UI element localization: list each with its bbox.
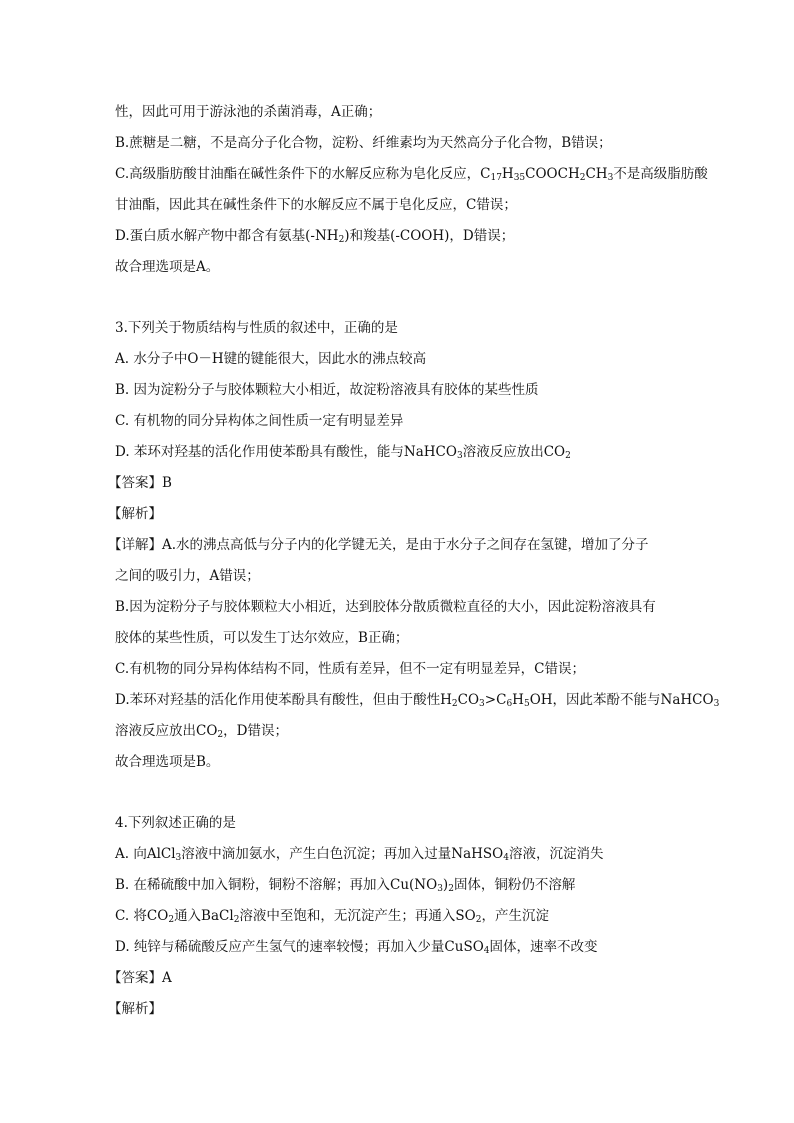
text: 【解析】 [108, 1001, 162, 1017]
text: B.蔗糖是二糖，不是高分子化合物，淀粉、纤维素均为天然高分子化合物，B错误； [115, 135, 612, 151]
text: 通入BaCl [174, 908, 234, 924]
q3-option-b [115, 380, 685, 400]
text: D.苯环对羟基的活化作用使苯酚具有酸性，但由于酸性H [115, 692, 452, 708]
text: 3.下列关于物质结构与性质的叙述中，正确的是 [115, 320, 398, 336]
q4-option-c [115, 906, 685, 926]
text: CH [585, 166, 608, 182]
q2-conclusion [115, 257, 685, 277]
text: H [501, 166, 514, 182]
text: 【解析】 [108, 506, 162, 522]
subscript: 3 [175, 853, 182, 863]
text: >C [484, 692, 507, 708]
subscript: 3 [456, 451, 463, 461]
text: 固体，速率不改变 [489, 939, 598, 955]
q4-option-d [115, 937, 685, 957]
subscript: 3 [607, 173, 614, 183]
q3-explain-line-1 [108, 535, 688, 555]
text: 甘油酯，因此其在碱性条件下的水解反应不属于皂化反应，C错误； [115, 197, 517, 213]
text: C.有机物的同分异构体结构不同，性质有差异，但不一定有明显差异，C错误； [115, 661, 585, 677]
text: ) [442, 877, 449, 893]
subscript: 2 [451, 699, 458, 709]
subscript: 4 [503, 853, 509, 863]
q4-analysis-label [108, 999, 678, 1019]
text: B. 在稀硫酸中加入铜粉，铜粉不溶解；再加入Cu(NO [115, 877, 438, 893]
q3-explain-line-7 [115, 721, 685, 741]
q3-explain-line-5 [115, 659, 685, 679]
q4-option-b [115, 875, 685, 895]
text: 4.下列叙述正确的是 [115, 815, 236, 831]
subscript: 3 [479, 699, 485, 709]
subscript: 2 [579, 173, 586, 183]
q3-option-a [115, 349, 685, 369]
text: C.高级脂肪酸甘油酯在碱性条件下的水解反应称为皂化反应，C [115, 166, 491, 182]
q3-analysis-label [108, 504, 678, 524]
subscript: 5 [523, 699, 530, 709]
text: A. 向AlCl [115, 846, 176, 862]
q4-option-a [115, 844, 685, 864]
text: 故合理选项是A。 [115, 259, 220, 275]
subscript: 2 [168, 915, 175, 925]
text: C. 有机物的同分异构体之间性质一定有明显差异 [115, 413, 404, 429]
q3-option-c [115, 411, 685, 431]
text: COOCH [525, 166, 580, 182]
q3-option-d [115, 442, 685, 462]
subscript: 2 [338, 235, 345, 245]
text: 【答案】B [108, 475, 172, 491]
text: 之间的吸引力，A错误； [115, 568, 260, 584]
subscript: 2 [565, 451, 571, 461]
text: H [512, 692, 524, 708]
text: D. 纯锌与稀硫酸反应产生氢气的速率较慢；再加入少量CuSO [115, 939, 484, 955]
q2-explain-line-1 [115, 102, 685, 122]
q2-explain-line-2 [115, 133, 685, 153]
text: )和羧基(-COOH)，D错误； [344, 228, 515, 244]
subscript: 17 [490, 173, 502, 183]
text: 溶液反应放出CO [462, 444, 566, 460]
text: C. 将CO [115, 908, 169, 924]
text: D. 苯环对羟基的活化作用使苯酚具有酸性，能与NaHCO [115, 444, 457, 460]
text: 不是高级脂肪酸 [613, 166, 708, 182]
text: 溶液中滴加氨水，产生白色沉淀；再加入过量NaHSO [181, 846, 504, 862]
subscript: 2 [233, 915, 240, 925]
subscript: 2 [475, 915, 482, 925]
subscript: 6 [506, 699, 513, 709]
subscript: 35 [513, 173, 526, 183]
q3-explain-line-6 [115, 690, 720, 710]
q2-explain-line-4 [115, 195, 685, 215]
text: 【答案】A [108, 970, 172, 986]
text: D.蛋白质水解产物中都含有氨基(-NH [115, 228, 339, 244]
text: 溶液反应放出CO [115, 723, 218, 739]
q3-explain-line-3 [115, 597, 695, 617]
q2-explain-line-5 [115, 226, 685, 246]
text: 溶液，沉淀消失 [508, 846, 604, 862]
q3-answer [108, 473, 678, 493]
q3-conclusion [115, 752, 685, 772]
subscript: 4 [483, 946, 490, 956]
subscript: 2 [217, 730, 224, 740]
q3-explain-line-2 [115, 566, 685, 586]
text: 【详解】A.水的沸点高低与分子内的化学键无关，是由于水分子之间存在氢键，增加了分子 [108, 537, 649, 553]
subscript: 2 [448, 884, 454, 894]
subscript: 3 [713, 699, 720, 709]
text: 溶液中至饱和，无沉淀产生；再通入SO [239, 908, 476, 924]
text: 性，因此可用于游泳池的杀菌消毒，A正确； [115, 104, 382, 120]
text: A. 水分子中O－H键的键能很大，因此水的沸点较高 [115, 351, 427, 367]
text: 固体，铜粉仍不溶解 [453, 877, 576, 893]
text: CO [457, 692, 480, 708]
text: ，产生沉淀 [481, 908, 549, 924]
text: 故合理选项是B。 [115, 754, 220, 770]
text: OH，因此苯酚不能与NaHCO [529, 692, 714, 708]
text: ，D错误； [223, 723, 288, 739]
q3-explain-line-4 [115, 628, 685, 648]
subscript: 3 [437, 884, 443, 894]
q4-title [115, 813, 685, 833]
text: B.因为淀粉分子与胶体颗粒大小相近，达到胶体分散质微粒直径的大小，因此淀粉溶液具有 [115, 599, 656, 615]
text: B. 因为淀粉分子与胶体颗粒大小相近，故淀粉溶液具有胶体的某些性质 [115, 382, 539, 398]
text: 胶体的某些性质，可以发生丁达尔效应，B正确； [115, 630, 409, 646]
q3-title [115, 318, 685, 338]
q2-explain-line-3 [115, 164, 708, 184]
q4-answer [108, 968, 678, 988]
